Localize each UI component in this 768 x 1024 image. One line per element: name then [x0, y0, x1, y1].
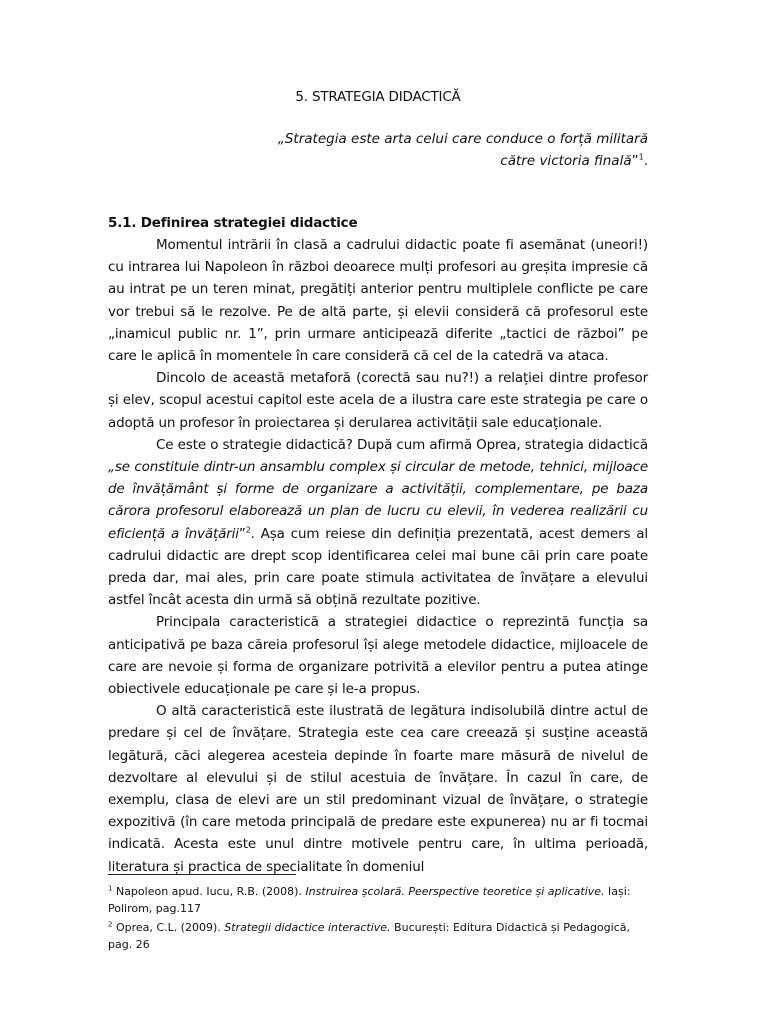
- footnote-2-number: 2: [108, 920, 113, 929]
- motto-end: .: [643, 153, 648, 169]
- footnote-ref-1[interactable]: 1: [638, 152, 644, 162]
- motto-close-quote: ”: [631, 153, 639, 169]
- page-title: 5. STRATEGIA DIDACTICĂ: [295, 89, 461, 105]
- footnote-1-author: Napoleon apud. Iucu, R.B. (2008).: [112, 885, 306, 898]
- definition-close-quote: ”: [238, 525, 246, 542]
- footnote-1-publisher: Iași: Polirom, pag.117: [108, 885, 631, 915]
- definition-quote: „se constituie dintr-un ansamblu complex și circular de metode, tehnici, mijloace de învățământ și forme de organizare a activității, complementare, pe baza cărora profesorul elaborează un plan de lucru cu elevii, în vederea realizării cu eficiență a învățării: [108, 459, 648, 542]
- footnote-1: [108, 883, 653, 917]
- section-heading: 5.1. Definirea strategiei didactice: [108, 215, 358, 231]
- footnote-ref-2[interactable]: 2: [245, 525, 251, 535]
- paragraph-4: Principala caracteristică a strategiei didactice o reprezintă funcția sa anticipativă pe baza căreia profesorul își alege metodele didactice, mijloacele de care are nevoie și forma de organizare potrivită a elevilor pentru a putea atinge obiectivele educaționale pe care și le-a propus.: [108, 614, 648, 698]
- footnote-divider: [108, 874, 296, 875]
- document-page: [108, 86, 648, 878]
- motto-line-2: [108, 150, 648, 172]
- footnote-2-publisher: București: Editura Didactică și Pedagogică, pag. 26: [108, 921, 630, 951]
- paragraph-3-rest: . Așa cum reiese din definiția prezentată, acest demers al cadrului didactic are drept scop identificarea celei mai bune căi prin care poate preda dar, mai ales, prin care poate stimula activitatea de învățare a elevului astfel încât acesta din urmă să obțină rezultate pozitive.: [108, 525, 648, 609]
- footnote-2: [108, 919, 653, 953]
- motto-quote: [108, 128, 648, 172]
- footnote-2-title: Strategii didactice interactive.: [224, 921, 391, 934]
- motto-line-2-text: către victoria finală: [500, 153, 632, 169]
- motto-line-1: „Strategia este arta celui care conduce o forță militară: [277, 131, 648, 147]
- footnote-1-number: 1: [108, 884, 113, 893]
- paragraph-3: [108, 434, 648, 612]
- paragraph-1: Momentul intrării în clasă a cadrului didactic poate fi asemănat (uneori!) cu intrarea lui Napoleon în război deoarece mulți profesori au greșita impresie că au intrat pe un teren minat, pregătiți anterior pentru multiplele conflicte pe care vor trebui să le rezolve. Pe de altă parte, și elevii consideră că profesorul este „inamicul public nr. 1”, prin urmare anticipează diferite „tactici de război” pe care le aplică în momentele în care consideră că cel de la catedră va ataca.: [108, 237, 648, 365]
- footnote-1-title: Instruirea școlară. Peerspective teoretice și aplicative.: [305, 885, 605, 898]
- paragraph-3-intro: Ce este o strategie didactică? După cum afirmă Oprea, strategia didactică: [156, 436, 648, 453]
- footnotes: [108, 874, 653, 955]
- footnote-2-author: Oprea, C.L. (2009).: [112, 921, 225, 934]
- paragraph-5: O altă caracteristică este ilustrată de legătura indisolubilă dintre actul de predare și cel de învățare. Strategia este cea care creează și susține această legătură, căci alegerea acesteia depinde în foarte mare măsură de nivelul de dezvoltare al elevului și de stilul acestuia de învățare. În cazul în care, de exemplu, clasa de elevi are un stil predominant vizual de învățare, o strategie expozitivă (în care metoda principală de predare este expunerea) nu ar fi tocmai indicată. Acesta este unul dintre motivele pentru care, în ultima perioadă, literatura și practica de specialitate în domeniul: [108, 703, 648, 875]
- paragraph-2: Dincolo de această metaforă (corectă sau nu?!) a relației dintre profesor și elev, scopul acestui capitol este acela de a ilustra care este strategia pe care o adoptă un profesor în proiectarea și derularea activității sale educaționale.: [108, 370, 648, 431]
